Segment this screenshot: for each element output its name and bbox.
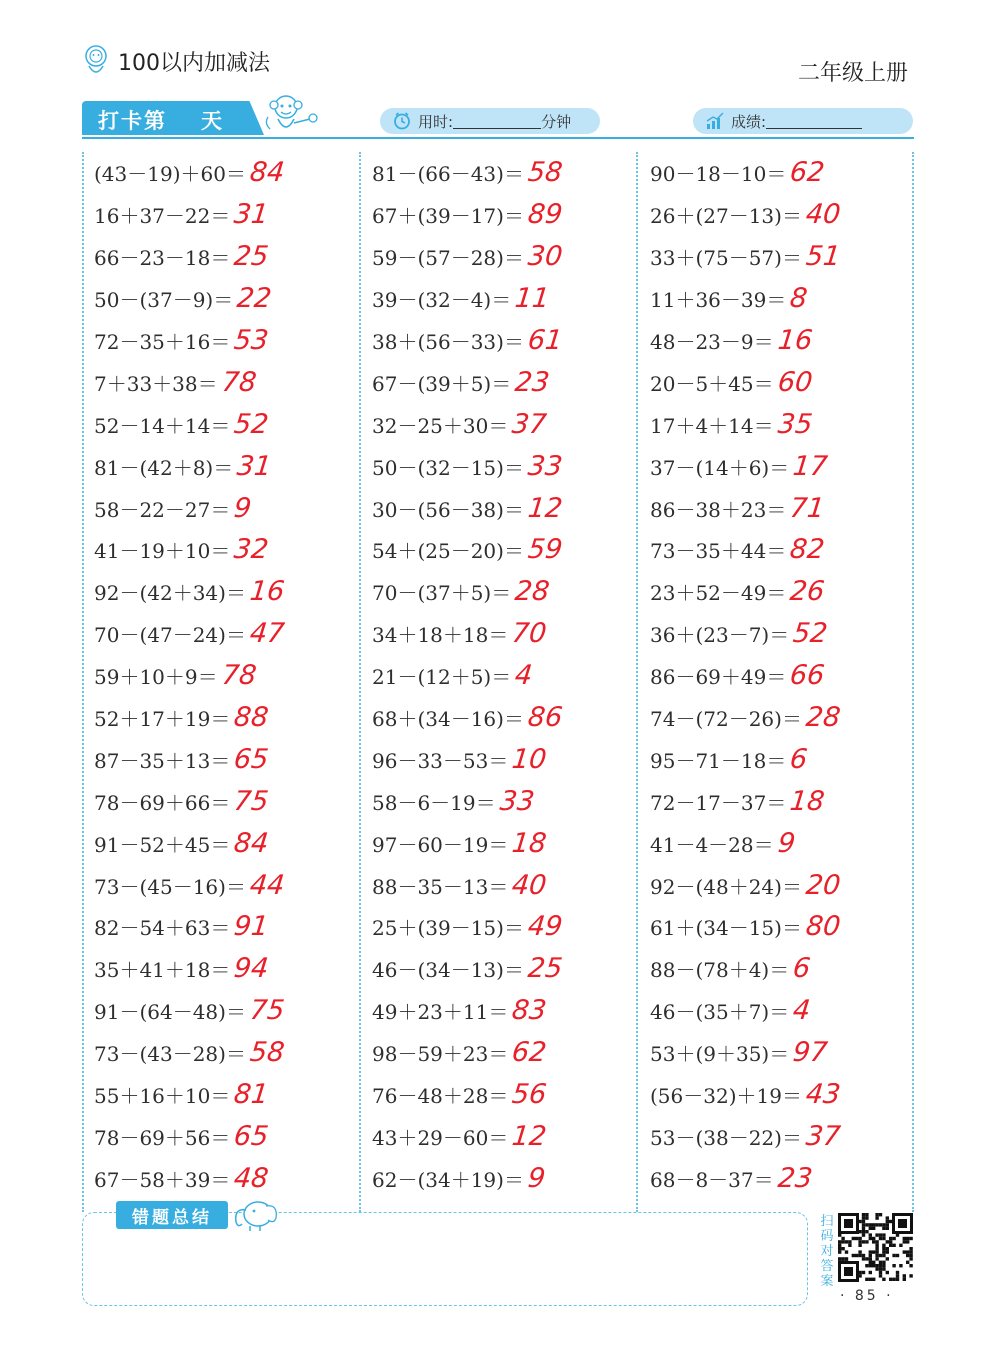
equation-expression: 33＋(75－57)＝ [650,246,802,271]
handwritten-answer: 43 [804,1079,842,1111]
equation-row [650,194,920,236]
handwritten-answer: 65 [232,1120,271,1152]
qr-code-icon[interactable] [838,1213,914,1283]
equation-row [650,278,920,320]
equation-row [650,906,920,948]
handwritten-answer: 6 [791,953,813,985]
handwritten-answer: 56 [510,1079,549,1111]
equation-row [94,445,364,487]
equation-expression: 54＋(25－20)＝ [372,539,524,564]
equation-row [650,361,920,403]
handwritten-answer: 23 [775,1162,814,1194]
handwritten-answer: 86 [526,702,564,734]
equation-row [650,738,920,780]
handwritten-answer: 30 [526,241,564,273]
equation-column-1 [94,152,364,1199]
error-summary-tab: 错题总结 [116,1201,228,1229]
equation-expression: 23＋52－49＝ [650,581,787,606]
handwritten-answer: 37 [804,1120,842,1152]
equation-row [372,1157,642,1199]
handwritten-answer: 75 [232,785,271,817]
equation-row [372,613,642,655]
handwritten-answer: 16 [775,325,814,356]
equation-row [94,236,364,278]
handwritten-answer: 91 [232,911,271,943]
equation-expression: 16＋37－22＝ [94,204,231,229]
equation-expression: 73－(43－28)＝ [94,1042,246,1067]
handwritten-answer: 78 [219,660,258,692]
equation-row [94,948,364,990]
bar-chart-icon [705,111,725,131]
equation-expression: 50－(37－9)＝ [94,288,234,313]
equation-row [650,152,920,194]
equation-row [372,361,642,403]
handwritten-answer: 82 [788,534,827,566]
equation-expression: 91－52＋45＝ [94,832,231,857]
handwritten-answer: 11 [513,283,552,315]
equation-row [372,822,642,864]
handwritten-answer: 59 [526,534,564,566]
handwritten-answer: 12 [526,492,564,524]
equation-expression: (43－19)＋60＝ [94,162,246,187]
handwritten-answer: 53 [232,325,271,356]
equation-row [94,906,364,948]
handwritten-answer: 33 [497,785,536,817]
equation-row [650,780,920,822]
equation-row [94,655,364,697]
handwritten-answer: 58 [526,157,564,189]
time-field[interactable] [380,108,600,134]
handwritten-answer: 31 [232,199,271,231]
equation-expression: 88－(78＋4)＝ [650,958,790,983]
handwritten-answer: 32 [232,534,271,566]
handwritten-answer: 80 [804,911,842,943]
equation-row [372,697,642,739]
equation-row [650,613,920,655]
lion-mascot-icon [82,44,110,78]
equation-row [94,1032,364,1074]
equation-expression: 97－60－19＝ [372,832,509,857]
equation-row [650,655,920,697]
equation-expression: 48－23－9＝ [650,330,774,354]
handwritten-answer: 9 [775,827,797,859]
equation-row [650,236,920,278]
equation-row [372,571,642,613]
equation-expression: 73－(45－16)＝ [94,874,246,899]
equation-expression: 25＋(39－15)＝ [372,916,524,941]
equation-expression: 17＋4＋14＝ [650,413,774,438]
score-field[interactable] [693,108,913,134]
equation-row [94,1115,364,1157]
equation-expression: 74－(72－26)＝ [650,707,802,732]
equation-expression: 70－(37＋5)＝ [372,581,512,606]
handwritten-answer: 18 [510,827,549,859]
equation-expression: 32－25＋30＝ [372,413,509,438]
handwritten-answer: 58 [248,1037,286,1069]
equation-row [94,278,364,320]
equation-row [372,487,642,529]
equation-expression: 58－22－27＝ [94,497,231,522]
handwritten-answer: 81 [232,1079,271,1111]
handwritten-answer: 40 [510,869,549,901]
column-border-left [82,152,84,1212]
equation-expression: 78－69＋66＝ [94,790,231,815]
equation-row [94,738,364,780]
equation-row [94,990,364,1032]
equation-expression: 73－35＋44＝ [650,539,787,564]
equation-expression: 92－(48＋24)＝ [650,874,802,899]
handwritten-answer: 89 [526,199,564,231]
equation-expression: 66－23－18＝ [94,246,231,271]
handwritten-answer: 17 [791,450,830,482]
equation-row [372,780,642,822]
equation-expression: 68＋(34－16)＝ [372,707,524,732]
equation-row [372,906,642,948]
equation-expression: 50－(32－15)＝ [372,455,524,480]
equation-expression: 88－35－13＝ [372,874,509,899]
handwritten-answer: 62 [510,1037,549,1069]
equation-expression: 52－14＋14＝ [94,413,231,438]
equation-row [650,948,920,990]
equation-expression: 96－33－53＝ [372,748,509,773]
equation-expression: 62－(34＋19)＝ [372,1167,524,1192]
equation-column-3 [650,152,920,1199]
scan-answers-caption: 扫码对答案 [820,1214,834,1289]
handwritten-answer: 88 [232,702,271,734]
equation-expression: 39－(32－4)＝ [372,288,512,313]
equation-expression: 72－35＋16＝ [94,330,231,354]
handwritten-answer: 75 [248,995,286,1027]
book-title: 100以内加减法 [118,50,270,76]
equation-expression: 53＋(9＋35)＝ [650,1042,790,1067]
handwritten-answer: 84 [248,157,286,189]
equation-expression: 52＋17＋19＝ [94,707,231,732]
equation-row [650,1074,920,1116]
handwritten-answer: 51 [804,241,842,273]
handwritten-answer: 40 [804,199,842,231]
time-unit: 分钟 [541,112,572,131]
equation-expression: 81－(42＋8)＝ [94,455,234,480]
equation-row [650,571,920,613]
handwritten-answer: 60 [775,366,814,398]
handwritten-answer: 6 [788,743,810,775]
equation-expression: 91－(64－48)＝ [94,1000,246,1025]
handwritten-answer: 65 [232,743,271,775]
handwritten-answer: 4 [513,660,535,692]
equation-expression: 81－(66－43)＝ [372,162,524,187]
equation-row [94,487,364,529]
handwritten-answer: 9 [526,1162,547,1194]
handwritten-answer: 4 [791,995,813,1027]
equation-column-2 [372,152,642,1199]
equation-expression: 98－59＋23＝ [372,1042,509,1067]
equation-row [650,864,920,906]
equation-row [650,320,920,362]
equation-row [372,1074,642,1116]
equation-row [650,1115,920,1157]
equation-row [650,822,920,864]
handwritten-answer: 62 [788,157,827,189]
equation-row [372,1032,642,1074]
equation-row [94,1157,364,1199]
handwritten-answer: 61 [526,325,564,356]
handwritten-answer: 66 [788,660,827,692]
score-blank[interactable] [766,114,862,129]
equation-expression: (56－32)＋19＝ [650,1084,802,1109]
equation-row [94,571,364,613]
equation-expression: 68－8－37＝ [650,1167,774,1192]
equation-expression: 7＋33＋38＝ [94,371,218,396]
equation-expression: 26＋(27－13)＝ [650,204,802,229]
handwritten-answer: 48 [232,1162,271,1194]
handwritten-answer: 12 [510,1120,549,1152]
equation-expression: 76－48＋28＝ [372,1084,509,1109]
equation-row [94,822,364,864]
equation-row [372,445,642,487]
equation-expression: 41－19＋10＝ [94,539,231,564]
equation-row [650,403,920,445]
equation-row [94,864,364,906]
equation-expression: 46－(34－13)＝ [372,958,524,983]
handwritten-answer: 33 [526,450,564,482]
handwritten-answer: 97 [791,1037,830,1069]
handwritten-answer: 52 [791,618,830,650]
handwritten-answer: 37 [510,408,549,440]
handwritten-answer: 25 [526,953,564,985]
handwritten-answer: 52 [232,408,271,440]
handwritten-answer: 16 [248,576,286,608]
equation-row [650,990,920,1032]
equation-expression: 36＋(23－7)＝ [650,623,790,648]
handwritten-answer: 18 [788,785,827,817]
equation-expression: 90－18－10＝ [650,162,787,187]
equation-expression: 95－71－18＝ [650,748,787,773]
elephant-mascot-icon [230,1196,280,1232]
handwritten-answer: 26 [788,576,827,608]
equation-expression: 53－(38－22)＝ [650,1125,802,1150]
score-label: 成绩: [731,112,767,131]
equation-expression: 58－6－19＝ [372,790,496,815]
handwritten-answer: 83 [510,995,549,1027]
equation-expression: 82－54＋63＝ [94,916,231,941]
equation-expression: 67＋(39－17)＝ [372,204,524,229]
handwritten-answer: 31 [235,450,274,482]
handwritten-answer: 44 [248,869,286,901]
equation-expression: 67－(39＋5)＝ [372,371,512,396]
equation-expression: 86－38＋23＝ [650,497,787,522]
handwritten-answer: 47 [248,618,286,650]
equation-row [94,697,364,739]
equation-expression: 59－(57－28)＝ [372,246,524,271]
equation-expression: 67－58＋39＝ [94,1167,231,1192]
equation-expression: 11＋36－39＝ [650,288,787,313]
equation-expression: 41－4－28＝ [650,832,774,857]
handwritten-answer: 78 [219,366,258,398]
equation-row [372,990,642,1032]
equation-expression: 43＋29－60＝ [372,1125,509,1150]
equation-row [650,1032,920,1074]
equation-row [372,194,642,236]
handwritten-answer: 8 [788,283,810,315]
equation-expression: 49＋23＋11＝ [372,1000,509,1025]
equation-expression: 34＋18＋18＝ [372,623,509,648]
handwritten-answer: 49 [526,911,564,943]
equation-row [94,403,364,445]
equation-expression: 86－69＋49＝ [650,665,787,690]
equation-row [94,152,364,194]
equation-row [372,948,642,990]
equation-expression: 92－(42＋34)＝ [94,581,246,606]
equation-expression: 38＋(56－33)＝ [372,330,524,354]
equation-row [94,194,364,236]
grade-label: 二年级上册 [797,61,908,86]
equation-expression: 61＋(34－15)＝ [650,916,802,941]
equation-expression: 70－(47－24)＝ [94,623,246,648]
equation-row [650,1157,920,1199]
handwritten-answer: 22 [235,283,274,315]
equation-row [650,487,920,529]
equation-row [94,613,364,655]
equation-row [94,529,364,571]
handwritten-answer: 84 [232,827,271,859]
checkin-text [98,105,224,135]
equation-expression: 37－(14＋6)＝ [650,455,790,480]
handwritten-answer: 35 [775,408,814,440]
handwritten-answer: 10 [510,743,549,775]
equation-row [372,236,642,278]
equation-row [372,529,642,571]
equation-row [94,1074,364,1116]
equation-row [372,403,642,445]
equation-row [372,655,642,697]
equation-expression: 30－(56－38)＝ [372,497,524,522]
checkin-label-right: 天 [201,109,224,133]
equation-row [650,697,920,739]
equation-row [650,529,920,571]
equation-row [372,278,642,320]
equation-row [372,1115,642,1157]
equation-expression: 59＋10＋9＝ [94,665,218,690]
handwritten-answer: 28 [804,702,842,734]
header-book-title [82,44,270,78]
equation-expression: 55＋16＋10＝ [94,1084,231,1109]
equation-expression: 46－(35＋7)＝ [650,1000,790,1025]
equation-expression: 35＋41＋18＝ [94,958,231,983]
equation-expression: 21－(12＋5)＝ [372,665,512,690]
equation-row [372,152,642,194]
handwritten-answer: 23 [513,366,552,398]
handwritten-answer: 25 [232,241,271,273]
equation-expression: 87－35＋13＝ [94,748,231,773]
checkin-banner [82,97,322,139]
handwritten-answer: 28 [513,576,552,608]
time-label: 用时: [418,112,454,131]
handwritten-answer: 94 [232,953,271,985]
handwritten-answer: 9 [232,492,254,524]
handwritten-answer: 20 [804,869,842,901]
equation-row [372,320,642,362]
checkin-label-left: 打卡第 [98,109,167,133]
clock-icon [392,111,412,131]
equation-expression: 78－69＋56＝ [94,1125,231,1150]
handwritten-answer: 71 [788,492,827,524]
equation-row [94,361,364,403]
equation-row [650,445,920,487]
equation-row [372,738,642,780]
monkey-mascot-icon [260,93,320,139]
equation-expression: 20－5＋45＝ [650,371,774,396]
equation-row [94,780,364,822]
handwritten-answer: 70 [510,618,549,650]
equation-row [372,864,642,906]
checkin-underline [82,137,914,139]
time-blank[interactable] [453,114,541,129]
equation-row [94,320,364,362]
equation-expression: 72－17－37＝ [650,790,787,815]
page-number: · 85 · [840,1288,894,1304]
